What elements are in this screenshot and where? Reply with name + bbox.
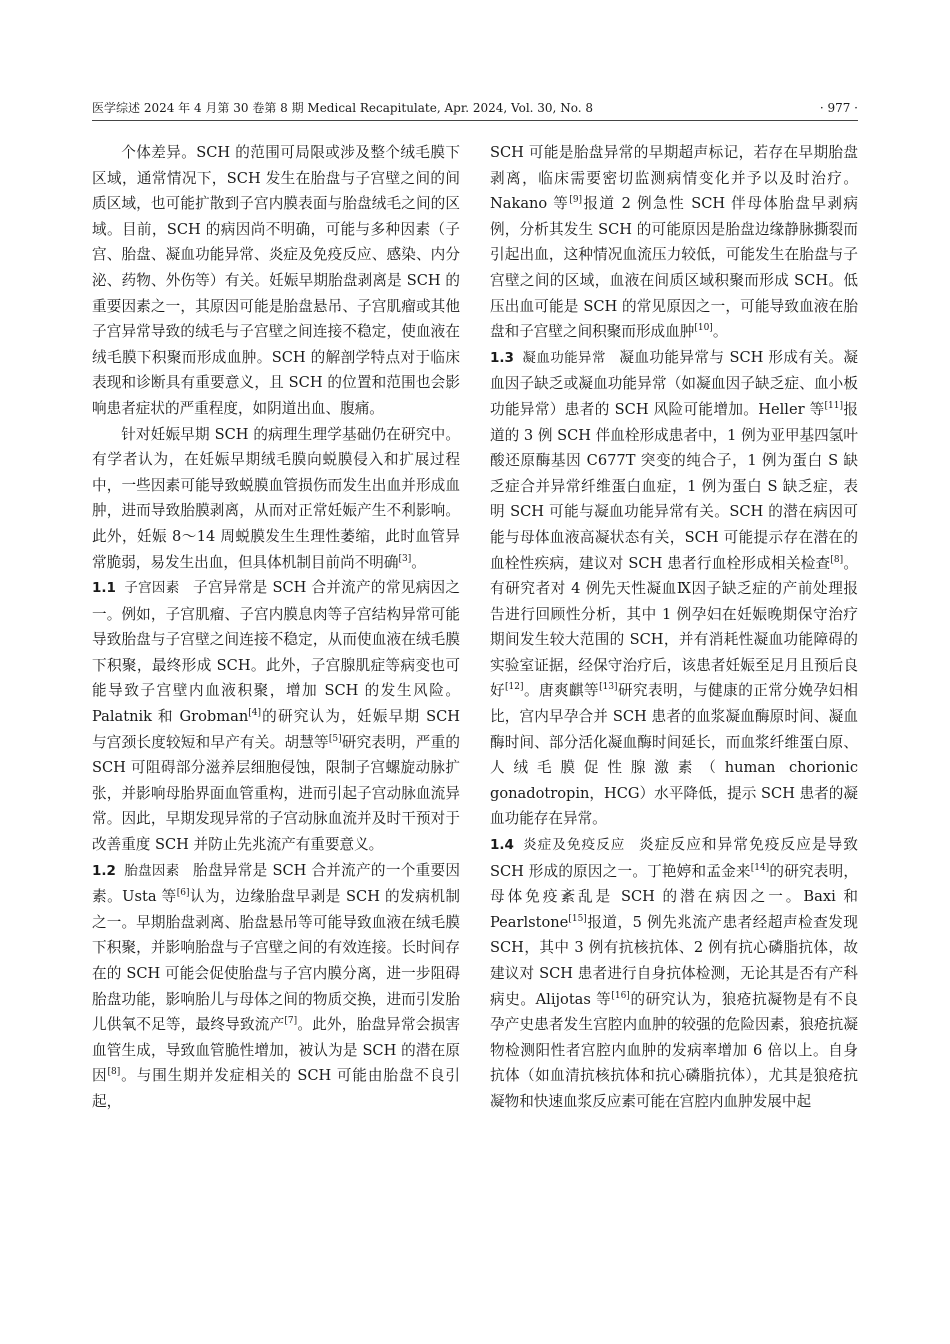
page-number: · 977 ·: [819, 101, 858, 115]
citation: [13]: [599, 682, 618, 693]
citation: [12]: [505, 682, 524, 693]
citation: [8]: [830, 554, 844, 565]
section-number: 1.2: [92, 862, 116, 879]
journal-info: 医学综述 2024 年 4 月第 30 卷第 8 期 Medical Recapitulate, Apr. 2024, Vol. 30, No. 8: [92, 101, 593, 115]
section-1-1: 1.1 子宫因素 子宫异常是 SCH 合并流产的常见病因之一。例如，子宫肌瘤、子宫内膜息肉等子宫结构异常可能导致胎盘与子宫壁之间连接不稳定，从而使血液在绒毛膜下积聚，最终形成 SCH。此外，子宫腺肌症等病变也可能导致子宫壁内血液积聚，增加 SCH 的发生风险。Palatnik 和 Grobman[4]的研究认为，妊娠早期 SCH 与宫颈长度较短和早产有关。胡慧等[5]研究表明，严重的 SCH 可阻碍部分滋养层细胞侵蚀，限制子宫螺旋动脉扩张，并影响母胎界面血管重构，进而引起子宫动脉血流异常。因此，早期发现异常的子宫动脉血流并及时干预对于改善重度 SCH 并防止先兆流产有重要意义。: [92, 579, 461, 854]
citation: [15]: [568, 913, 587, 924]
citation: [7]: [284, 1016, 298, 1027]
citation: [5]: [328, 733, 342, 744]
section-title: 胎盘因素: [124, 862, 180, 879]
citation: [16]: [611, 990, 630, 1001]
citation: [3]: [398, 553, 412, 564]
left-column: [92, 140, 460, 1115]
section-number: 1.1: [92, 580, 116, 597]
paragraph: SCH 可能是胎盘异常的早期超声标记，若存在早期胎盘剥离，临床需要密切监测病情变化并予以及时治疗。Nakano 等[9]报道 2 例急性 SCH 伴母体胎盘早剥病例，分析其发生 SCH 的可能原因是胎盘边缘静脉撕裂而引起出血，这种情况血流压力较低，可能发生在胎盘与子宫壁之间的区域，血液在间质区域积聚而形成 SCH。低压出血可能是 SCH 的常见原因之一，可能导致血液在胎盘和子宫壁之间积聚而形成血肿[10]。: [490, 144, 858, 341]
citation: [6]: [176, 888, 190, 899]
citation: [14]: [750, 862, 770, 873]
citation: [4]: [248, 708, 261, 719]
citation: [9]: [569, 195, 583, 206]
section-title: 炎症及免疫反应: [522, 837, 626, 854]
section-1-4: 1.4 炎症及免疫反应 炎症反应和异常免疫反应是导致 SCH 形成的原因之一。丁艳婷和孟金来[14]的研究表明，母体免疫紊乱是 SCH 的潜在病因之一。Baxi 和 Pearlstone[15]报道，5 例先兆流产患者经超声检查发现 SCH，其中 3 例有抗核抗体、2 例有抗心磷脂抗体，故建议对 SCH 患者进行自身抗体检测，无论其是否有产科病史。Alijotas 等[16]的研究认为，狼疮抗凝物是有不良孕产史患者发生宫腔内血肿的较强的危险因素，狼疮抗凝物检测阳性者宫腔内血肿的发病率增加 6 倍以上。自身抗体（如血清抗核抗体和抗心磷脂抗体），尤其是狼疮抗凝物和快速血浆反应素可能在宫腔内血肿发展中起: [490, 836, 858, 1110]
paragraph: 针对妊娠早期 SCH 的病理生理学基础仍在研究中。有学者认为，在妊娠早期绒毛膜向蜕膜侵入和扩展过程中，一些因素可能导致蜕膜血管损伤而发生出血并形成血肿，进而导致胎膜剥离，从而对正常妊娠产生不利影响。此外，妊娠 8～14 周蜕膜发生生理性萎缩，此时血管异常脆弱，易发生出血，但具体机制目前尚不明确[3]。: [92, 425, 460, 571]
section-number: 1.3: [490, 349, 514, 366]
citation: [11]: [824, 401, 844, 412]
right-column: [490, 140, 858, 1115]
section-number: 1.4: [490, 837, 514, 854]
header-rule: [92, 120, 858, 121]
section-1-3: 1.3 凝血功能异常 凝血功能异常与 SCH 形成有关。凝血因子缺乏或凝血功能异常（如凝血因子缺乏症、血小板功能异常）患者的 SCH 风险可能增加。Heller 等[11]报道的 3 例 SCH 伴血栓形成患者中，1 例为亚甲基四氢叶酸还原酶基因 C677T 突变的纯合子，1 例为蛋白 S 缺乏症合并异常纤维蛋白血症，1 例为蛋白 S 缺乏症，表明 SCH 可能与凝血功能异常有关。SCH 的潜在病因可能与母体血液高凝状态有关，SCH 可能提示存在潜在的血栓性疾病，建议对 SCH 患者行血栓形成相关检查[8]。有研究者对 4 例先天性凝血Ⅸ因子缺乏症的产前处理报告进行回顾性分析，其中 1 例孕妇在妊娠晚期保守治疗期间发生较大范围的 SCH，并有消耗性凝血功能障碍的实验室证据，经保守治疗后，该患者妊娠至足月且预后良好[12]。唐爽麒等[13]研究表明，与健康的正常分娩孕妇相比，宫内早孕合并 SCH 患者的血浆凝血酶原时间、凝血酶时间、部分活化凝血酶时间延长，而血浆纤维蛋白原、人绒毛膜促性腺激素（human chorionic gonadotropin，HCG）水平降低，提示 SCH 患者的凝血功能存在异常。: [490, 348, 859, 828]
section-title: 凝血功能异常: [522, 349, 606, 366]
citation: [10]: [694, 323, 713, 334]
paragraph: 个体差异。SCH 的范围可局限或涉及整个绒毛膜下区域，通常情况下，SCH 发生在胎盘与子宫壁之间的间质区域，也可能扩散到子宫内膜表面与胎盘绒毛之间的区域。目前，SCH 的病因尚不明确，可能与多种因素（子宫、胎盘、凝血功能异常、炎症及免疫反应、感染、内分泌、药物、外伤等）有关。妊娠早期胎盘剥离是 SCH 的重要因素之一，其原因可能是胎盘悬吊、子宫肌瘤或其他子宫异常导致的绒毛与子宫壁之间连接不稳定，使血液在绒毛膜下积聚而形成血肿。SCH 的解剖学特点对于临床表现和诊断具有重要意义，且 SCH 的位置和范围也会影响患者症状的严重程度，如阴道出血、腹痛。: [92, 144, 460, 417]
citation: [8]: [107, 1067, 121, 1078]
section-1-2: 1.2 胎盘因素 胎盘异常是 SCH 合并流产的一个重要因素。Usta 等[6]认为，边缘胎盘早剥是 SCH 的发病机制之一。早期胎盘剥离、胎盘悬吊等可能导致血液在绒毛膜下积聚，并影响胎盘与子宫壁之间的有效连接。长时间存在的 SCH 可能会促使胎盘与子宫内膜分离，进一步阻碍胎盘功能，影响胎儿与母体之间的物质交换，进而引发胎儿供氧不足等，最终导致流产[7]。此外，胎盘异常会损害血管生成，导致血管脆性增加，被认为是 SCH 的潜在原因[8]。与围生期并发症相关的 SCH 可能由胎盘不良引起，: [92, 861, 461, 1110]
section-title: 子宫因素: [124, 580, 180, 597]
